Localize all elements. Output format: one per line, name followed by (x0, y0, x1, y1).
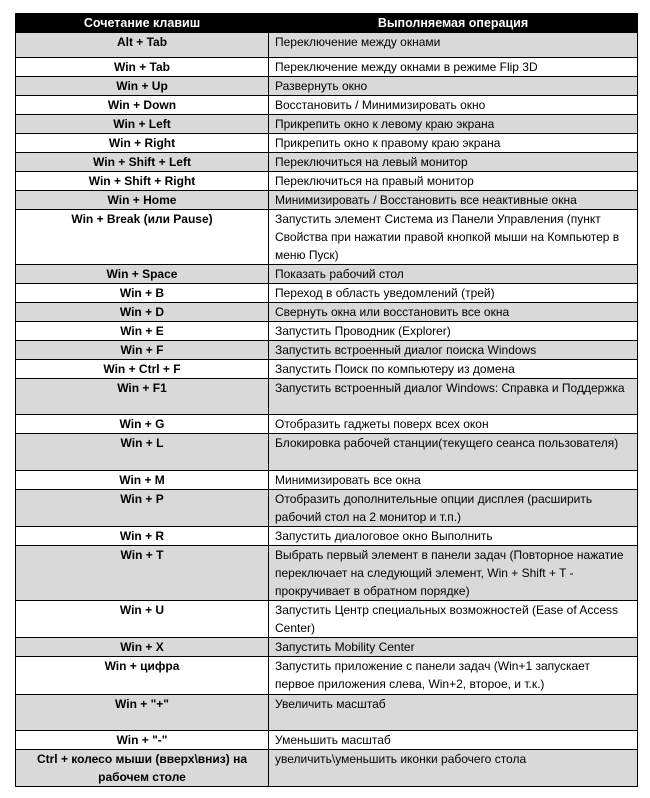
operation-cell: Минимизировать / Восстановить все неактивные окна (269, 191, 638, 210)
operation-cell: Восстановить / Минимизировать окно (269, 96, 638, 115)
operation-cell: Запустить Центр специальных возможностей (Ease of Access Center) (269, 601, 638, 638)
shortcut-cell: Win + B (16, 284, 269, 303)
shortcut-cell: Win + Down (16, 96, 269, 115)
table-row (16, 58, 638, 77)
table-row (16, 191, 638, 210)
table-row (16, 341, 638, 360)
table-header (16, 14, 638, 33)
shortcut-cell: Win + U (16, 601, 269, 638)
shortcut-cell: Ctrl + колесо мыши (вверх\вниз) на рабочем столе (16, 750, 269, 787)
operation-cell: Отобразить дополнительные опции дисплея (расширить рабочий стол на 2 монитор и т.п.) (269, 490, 638, 527)
table-row (16, 115, 638, 134)
operation-cell: Прикрепить окно к левому краю экрана (269, 115, 638, 134)
table-row (16, 638, 638, 657)
table-row (16, 471, 638, 490)
shortcut-cell: Win + "+" (16, 695, 269, 731)
operation-cell: Запустить встроенный диалог поиска Windows (269, 341, 638, 360)
operation-cell: Увеличить масштаб (269, 695, 638, 731)
table-row (16, 695, 638, 731)
shortcut-cell: Win + R (16, 527, 269, 546)
table-row (16, 322, 638, 341)
table-row (16, 172, 638, 191)
shortcut-cell: Win + G (16, 415, 269, 434)
shortcut-cell: Win + L (16, 434, 269, 471)
operation-cell: Запустить диалоговое окно Выполнить (269, 527, 638, 546)
table-row (16, 360, 638, 379)
shortcut-cell: Win + X (16, 638, 269, 657)
operation-cell: Выбрать первый элемент в панели задач (Повторное нажатие переключает на следующий элемент, Win + Shift + T - прокручивает в обратном порядке) (269, 546, 638, 601)
shortcut-cell: Win + Left (16, 115, 269, 134)
operation-cell: Переключение между окнами в режиме Flip 3D (269, 58, 638, 77)
operation-cell: Прикрепить окно к правому краю экрана (269, 134, 638, 153)
table-row (16, 527, 638, 546)
table-row (16, 657, 638, 695)
shortcut-cell: Win + Shift + Left (16, 153, 269, 172)
operation-cell: Уменьшить масштаб (269, 731, 638, 750)
shortcut-cell: Win + T (16, 546, 269, 601)
shortcut-cell: Win + Tab (16, 58, 269, 77)
operation-cell: увеличить\уменьшить иконки рабочего стола (269, 750, 638, 787)
operation-cell: Отобразить гаджеты поверх всех окон (269, 415, 638, 434)
table-row (16, 546, 638, 601)
operation-cell: Переключение между окнами (269, 33, 638, 58)
shortcut-cell: Win + Ctrl + F (16, 360, 269, 379)
shortcut-cell: Alt + Tab (16, 33, 269, 58)
operation-cell: Переключиться на левый монитор (269, 153, 638, 172)
shortcut-cell: Win + P (16, 490, 269, 527)
table-row (16, 77, 638, 96)
shortcut-cell: Win + D (16, 303, 269, 322)
operation-cell: Показать рабочий стол (269, 265, 638, 284)
shortcut-cell: Win + Right (16, 134, 269, 153)
shortcut-cell: Win + "-" (16, 731, 269, 750)
operation-cell: Запустить приложение с панели задач (Win+1 запускает первое приложения слева, Win+2, второе, и т.к.) (269, 657, 638, 695)
table-row (16, 265, 638, 284)
operation-cell: Запустить Поиск по компьютеру из домена (269, 360, 638, 379)
header-shortcut: Сочетание клавиш (16, 14, 269, 33)
table-row (16, 601, 638, 638)
operation-cell: Переход в область уведомлений (трей) (269, 284, 638, 303)
table-row (16, 303, 638, 322)
table-row (16, 33, 638, 58)
table-row (16, 434, 638, 471)
table-body (16, 33, 638, 787)
table-row (16, 750, 638, 787)
table-row (16, 134, 638, 153)
shortcut-cell: Win + цифра (16, 657, 269, 695)
table-row (16, 96, 638, 115)
operation-cell: Минимизировать все окна (269, 471, 638, 490)
shortcut-cell: Win + Shift + Right (16, 172, 269, 191)
table-row (16, 153, 638, 172)
operation-cell: Свернуть окна или восстановить все окна (269, 303, 638, 322)
shortcut-cell: Win + E (16, 322, 269, 341)
table-row (16, 415, 638, 434)
shortcut-cell: Win + Space (16, 265, 269, 284)
table-row (16, 284, 638, 303)
table-row (16, 379, 638, 415)
table-row (16, 731, 638, 750)
table-row (16, 210, 638, 265)
shortcut-cell: Win + Home (16, 191, 269, 210)
operation-cell: Запустить Проводник (Explorer) (269, 322, 638, 341)
header-operation: Выполняемая операция (269, 14, 638, 33)
shortcut-cell: Win + F1 (16, 379, 269, 415)
shortcuts-table-wrapper (15, 13, 637, 787)
shortcut-cell: Win + Up (16, 77, 269, 96)
table-row (16, 490, 638, 527)
operation-cell: Развернуть окно (269, 77, 638, 96)
shortcut-cell: Win + Break (или Pause) (16, 210, 269, 265)
header-row (16, 14, 638, 33)
shortcut-cell: Win + F (16, 341, 269, 360)
operation-cell: Блокировка рабочей станции(текущего сеанса пользователя) (269, 434, 638, 471)
shortcut-cell: Win + M (16, 471, 269, 490)
operation-cell: Запустить встроенный диалог Windows: Справка и Поддержка (269, 379, 638, 415)
operation-cell: Переключиться на правый монитор (269, 172, 638, 191)
operation-cell: Запустить элемент Система из Панели Управления (пункт Свойства при нажатии правой кнопкой мыши на Компьютер в меню Пуск) (269, 210, 638, 265)
operation-cell: Запустить Mobility Center (269, 638, 638, 657)
shortcuts-table (15, 13, 638, 787)
